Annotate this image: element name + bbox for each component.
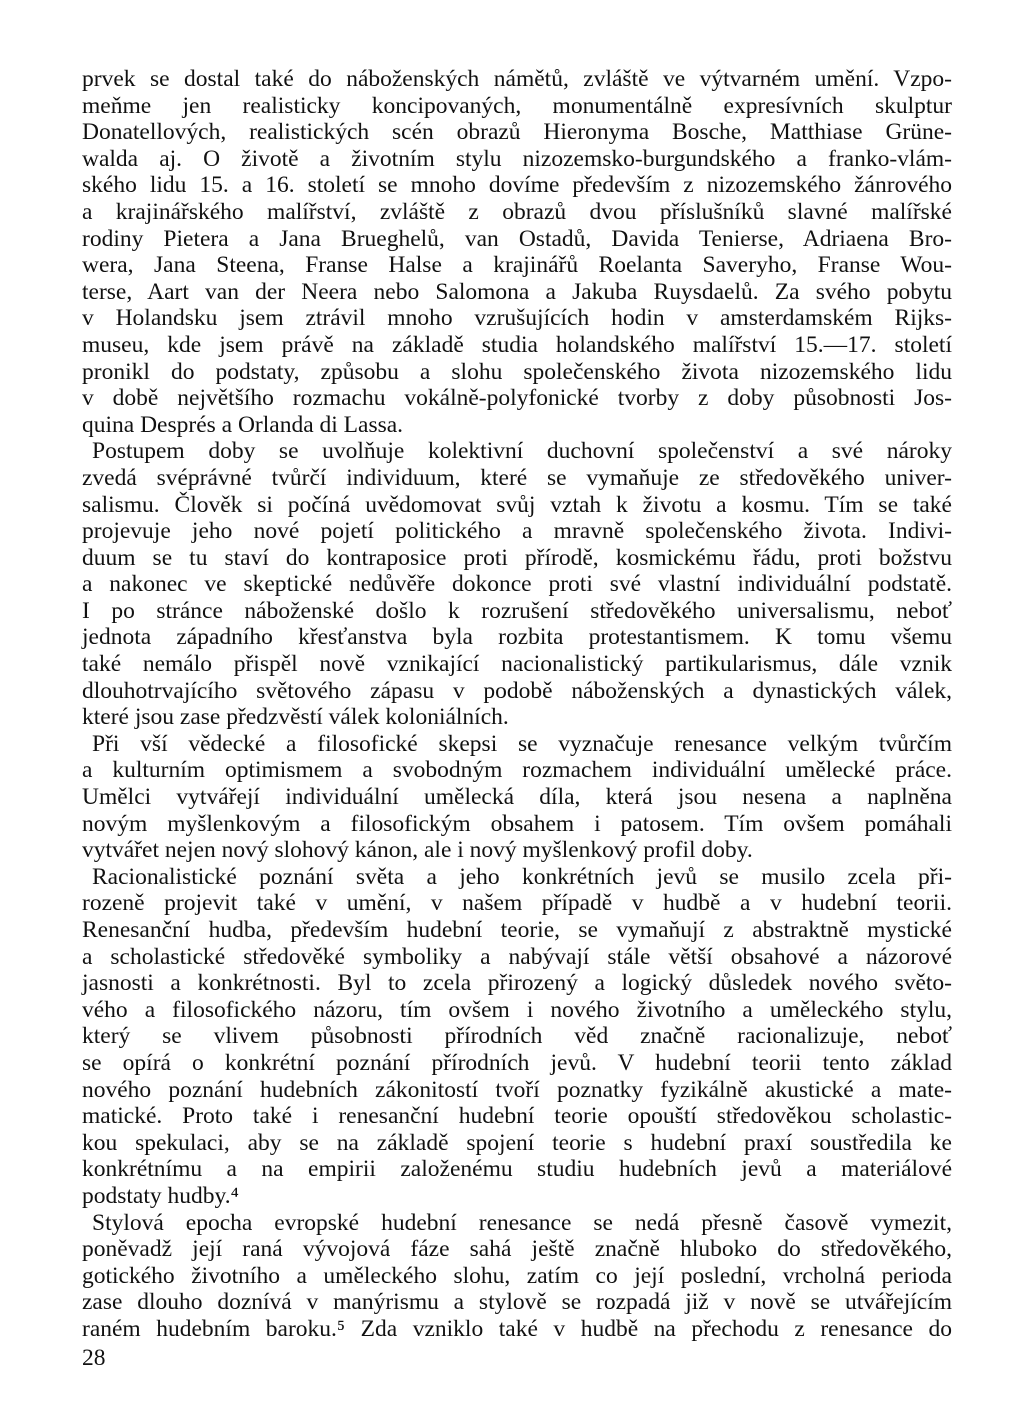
text-line: v době největšího rozmachu vokálně-polyfonické tvorby z doby působnosti Jos- bbox=[82, 385, 952, 412]
text-line: gotického životního a uměleckého slohu, zatím co její poslední, vrcholná perioda bbox=[82, 1262, 952, 1289]
text-line: walda aj. O životě a životním stylu nizozemsko-burgundského a franko-vlám- bbox=[82, 145, 952, 172]
text-line: zase dlouho doznívá v manýrismu a stylově se rozpadá již v nově se utvářejícím bbox=[82, 1289, 952, 1316]
text-line: jednota západního křesťanstva byla rozbita protestantismem. K tomu všemu bbox=[82, 624, 952, 651]
text-line: konkrétnímu a na empirii založenému studiu hudebních jevů a materiálové bbox=[82, 1156, 952, 1183]
text-line: také nemálo přispěl nově vznikající nacionalistický partikularismus, dále vznik bbox=[82, 651, 952, 678]
text-line: rozeně projevit také v umění, v našem případě v hudbě a v hudební teorii. bbox=[82, 890, 952, 917]
text-line: matické. Proto také i renesanční hudební teorie opouští středověkou scholastic- bbox=[82, 1103, 952, 1130]
text-line: a scholastické středověké symboliky a nabývají stále větší obsahové a názorové bbox=[82, 943, 952, 970]
text-line: salismu. Člověk si počíná uvědomovat svůj vztah k životu a kosmu. Tím se také bbox=[82, 491, 952, 518]
text-line: duum se tu staví do kontraposice proti přírodě, kosmickému řádu, proti božstvu bbox=[82, 544, 952, 571]
text-line: vytvářet nejen nový slohový kánon, ale i nový myšlenkový profil doby. bbox=[82, 837, 753, 864]
text-line: jasnosti a konkrétnosti. Byl to zcela přirozený a logický důsledek nového světo- bbox=[82, 970, 952, 997]
text-line: které jsou zase předzvěstí válek koloniálních. bbox=[82, 704, 509, 731]
text-line: Racionalistické poznání světa a jeho konkrétních jevů se musilo zcela při- bbox=[92, 863, 952, 890]
text-line: zvedá svéprávné tvůrčí individuum, které se vymaňuje ze středověkého univer- bbox=[82, 464, 952, 491]
text-line: wera, Jana Steena, Franse Halse a krajinářů Roelanta Saveryho, Franse Wou- bbox=[82, 252, 952, 279]
text-line: a nakonec ve skeptické nedůvěře dokonce proti své vlastní individuální podstatě. bbox=[82, 571, 952, 598]
text-line: vého a filosofického názoru, tím ovšem i nového životního a uměleckého stylu, bbox=[82, 996, 952, 1023]
text-line: poněvadž její raná vývojová fáze sahá ještě značně hluboko do středověkého, bbox=[82, 1236, 952, 1263]
text-line: projevuje jeho nové pojetí politického a mravně společenského života. Indivi- bbox=[82, 518, 952, 545]
text-line: Při vší vědecké a filosofické skepsi se vyznačuje renesance velkým tvůrčím bbox=[92, 730, 952, 757]
text-line: dlouhotrvajícího světového zápasu v podobě náboženských a dynastických válek, bbox=[82, 677, 952, 704]
text-line: v Holandsku jsem ztrávil mnoho vzrušujících hodin v amsterdamském Rijks- bbox=[82, 305, 952, 332]
text-line: podstaty hudby.⁴ bbox=[82, 1182, 239, 1209]
text-line: se opírá o konkrétní poznání přírodních jevů. V hudební teorii tento základ bbox=[82, 1049, 952, 1076]
text-line: Renesanční hudba, především hudební teorie, se vymaňují z abstraktně mystické bbox=[82, 917, 952, 943]
text-line: Stylová epocha evropské hudební renesance se nedá přesně časově vymezit, bbox=[92, 1209, 952, 1236]
text-line: pronikl do podstaty, způsobu a slohu společenského života nizozemského lidu bbox=[82, 358, 952, 385]
text-line: rodiny Pietera a Jana Brueghelů, van Ostadů, Davida Tenierse, Adriaena Bro- bbox=[82, 225, 952, 252]
text-line: prvek se dostal také do náboženských námětů, zvláště ve výtvarném umění. Vzpo- bbox=[82, 66, 952, 92]
text-line: terse, Aart van der Neera nebo Salomona a Jakuba Ruysdaelů. Za svého pobytu bbox=[82, 278, 952, 305]
text-line: raném hudebním baroku.⁵ Zda vzniklo také v hudbě na přechodu z renesance do bbox=[82, 1315, 952, 1342]
text-line: a kulturním optimismem a svobodným rozmachem individuální umělecké práce. bbox=[82, 757, 952, 784]
text-line: meňme jen realisticky koncipovaných, monumentálně expresívních skulptur bbox=[82, 92, 952, 119]
text-line: ského lidu 15. a 16. století se mnoho dovíme především z nizozemského žánrového bbox=[82, 172, 952, 199]
text-line: kou spekulaci, aby se na základě spojení teorie s hudební praxí soustředila ke bbox=[82, 1129, 952, 1156]
text-line: který se vlivem působnosti přírodních věd značně racionalizuje, neboť bbox=[82, 1023, 952, 1050]
text-line: museu, kde jsem právě na základě studia holandského malířství 15.—17. století bbox=[82, 331, 952, 358]
page-number: 28 bbox=[82, 1345, 106, 1371]
text-line: Donatellových, realistických scén obrazů Hieronyma Bosche, Matthiase Grüne- bbox=[82, 119, 952, 146]
text-line: a krajinářského malířství, zvláště z obrazů dvou příslušníků slavné malířské bbox=[82, 198, 952, 225]
body-text bbox=[82, 66, 952, 1343]
text-line: novým myšlenkovým a filosofickým obsahem i patosem. Tím ovšem pomáhali bbox=[82, 810, 952, 837]
text-line: Umělci vytvářejí individuální umělecká díla, která jsou nesena a naplněna bbox=[82, 784, 952, 811]
text-line: I po stránce náboženské došlo k rozrušení středověkého universalismu, neboť bbox=[82, 597, 952, 624]
text-line: nového poznání hudebních zákonitostí tvoří poznatky fyzikálně akustické a mate- bbox=[82, 1076, 952, 1103]
text-line: quina Després a Orlanda di Lassa. bbox=[82, 411, 404, 438]
text-line: Postupem doby se uvolňuje kolektivní duchovní společenství a své nároky bbox=[92, 438, 952, 465]
